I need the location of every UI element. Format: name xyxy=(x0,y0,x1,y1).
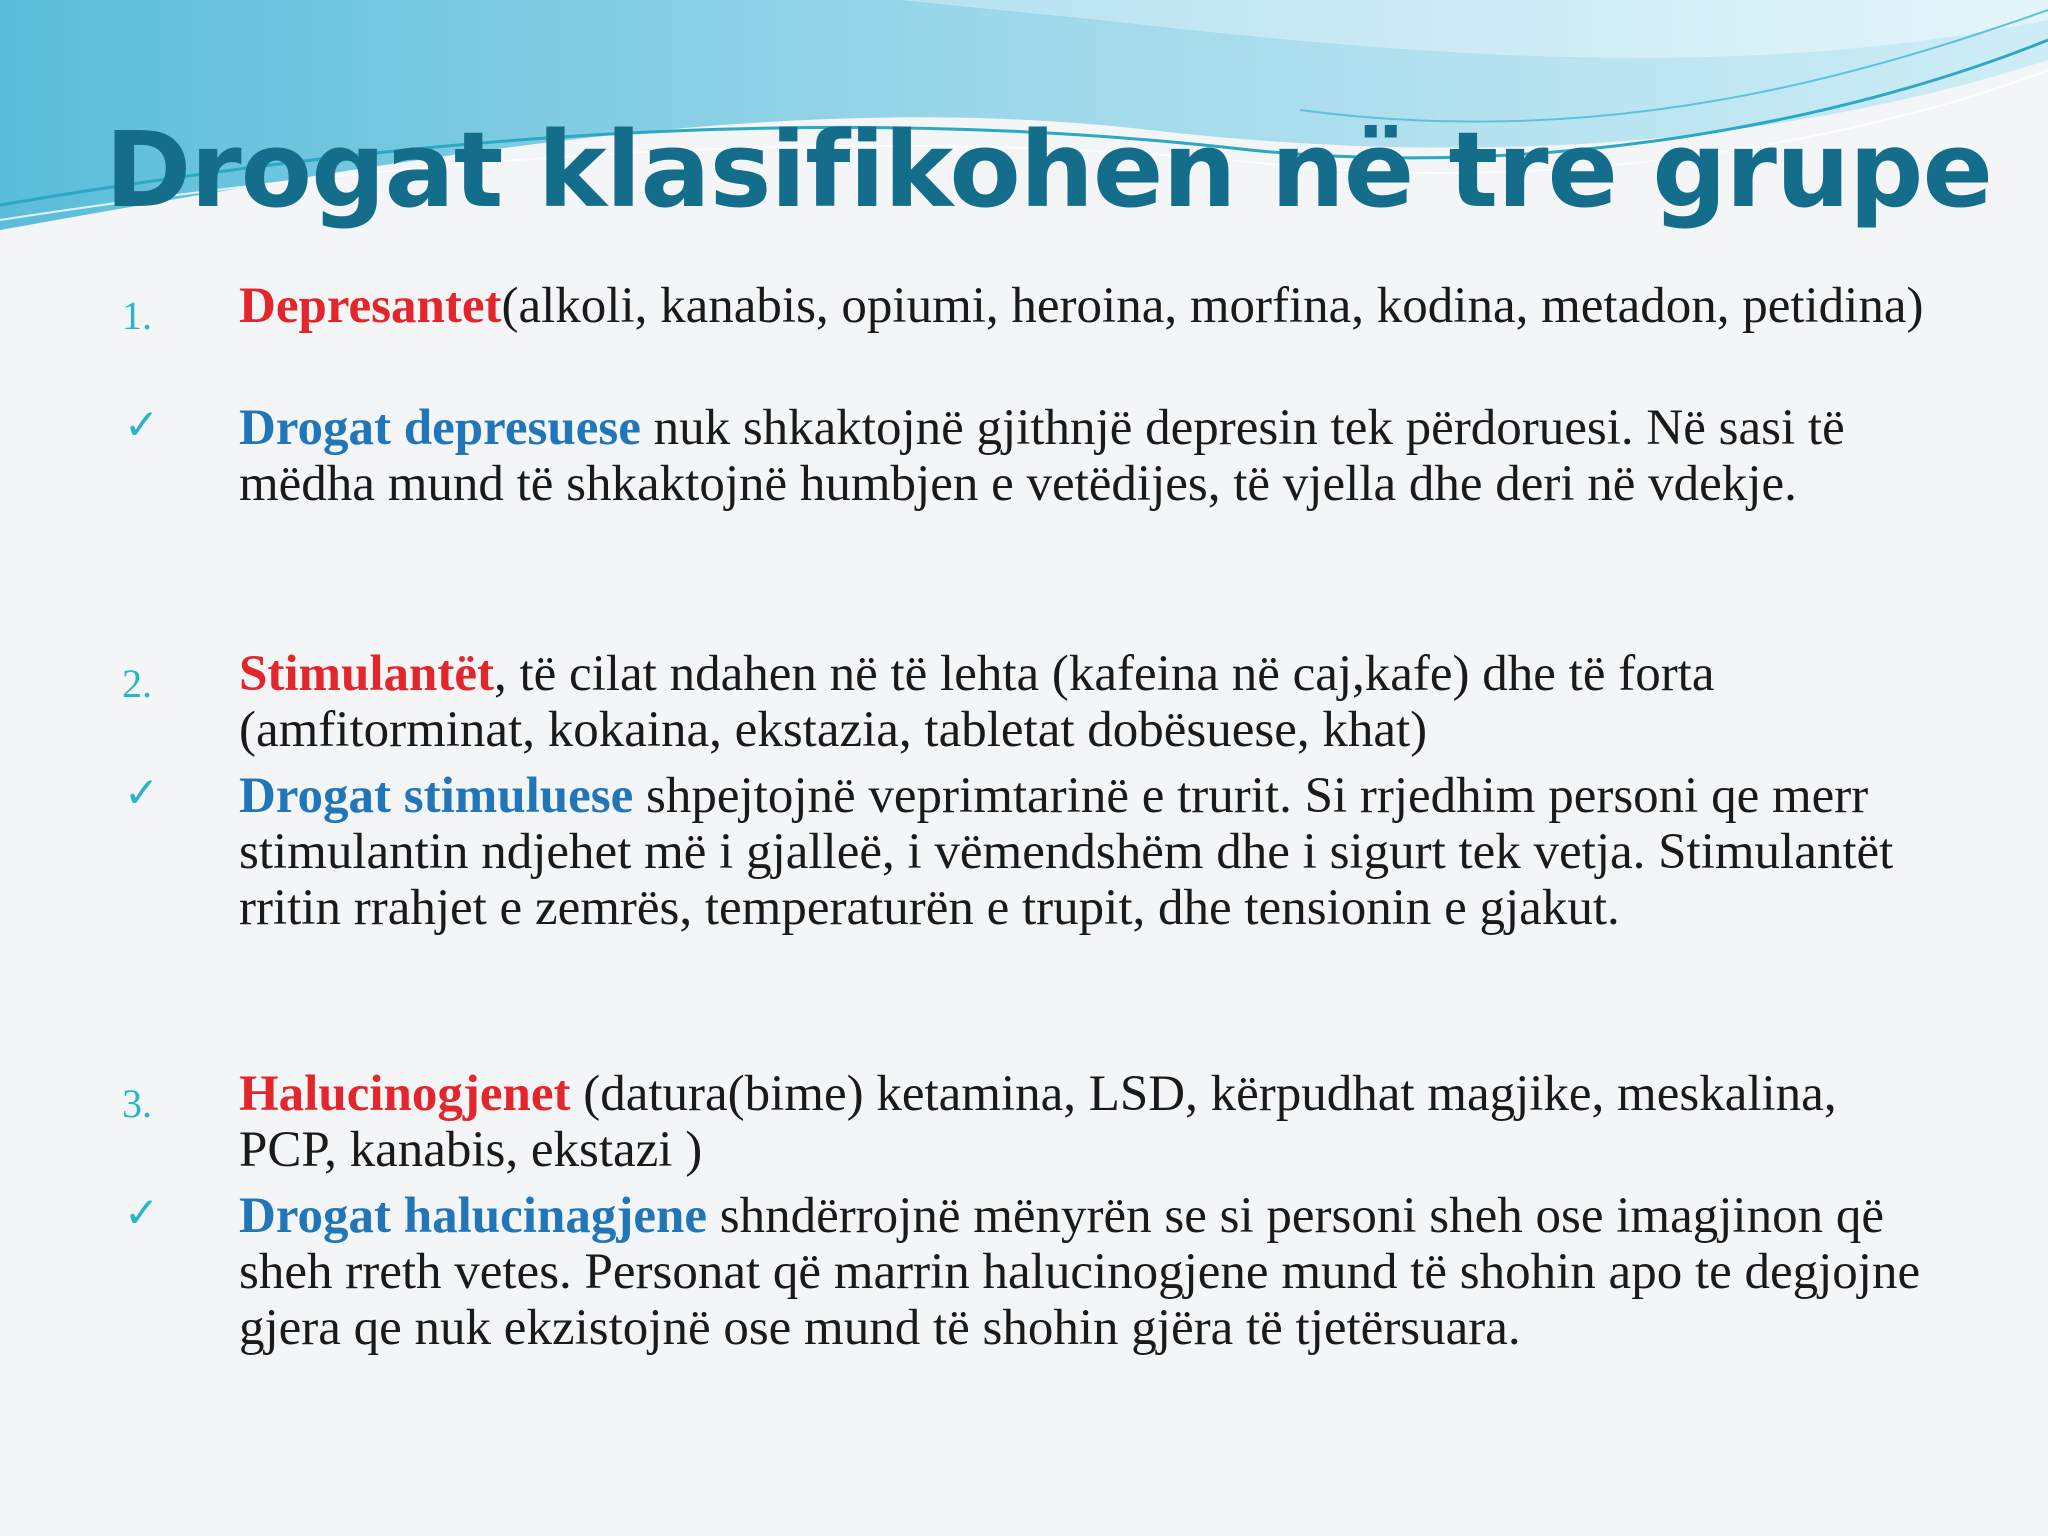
group-name: Stimulantët xyxy=(239,646,494,702)
description-text: shpejtojnë veprimtarinë e trurit. Si rrjedhim personi qe merr stimulantin ndjehet më i gjalleë, i vëmendshëm dhe i sigurt tek vetja. Stimulantët rritin rrahjet e zemrës, temperaturën e trupit, dhe tensionin e gjakut. xyxy=(239,768,1894,936)
checkmark-icon: ✓ xyxy=(124,771,160,817)
group-details: (alkoli, kanabis, opiumi, heroina, morfina, kodina, metadon, petidina) xyxy=(501,278,1924,334)
group-details: , të cilat ndahen në të lehta (kafeina në caj,kafe) dhe të forta (amfitorminat, kokaina, ekstazia, tabletat dobësuese, khat) xyxy=(239,646,1715,758)
list-number: 1. xyxy=(122,293,152,338)
group-name: Depresantet xyxy=(239,278,502,334)
description-text: shndërrojnë mënyrën se si personi sheh ose imagjinon që sheh rreth vetes. Personat që marrin halucinogjene mund të shohin apo te degjojne gjera qe nuk ekzistojnë ose mund të shohin gjëra të tjetërsuara. xyxy=(239,1188,1921,1356)
group-heading xyxy=(239,646,1939,758)
group-name: Halucinogjenet xyxy=(239,1066,571,1122)
checkmark-icon: ✓ xyxy=(124,403,160,449)
group-description xyxy=(239,768,1939,936)
description-highlight: Drogat stimuluese xyxy=(239,768,634,824)
slide-title: Drogat klasifikohen në tre grupe xyxy=(105,109,1992,231)
group-heading xyxy=(239,1066,1939,1178)
description-highlight: Drogat depresuese xyxy=(239,400,641,456)
list-number: 3. xyxy=(122,1081,152,1126)
group-details: (datura(bime) ketamina, LSD, kërpudhat magjike, meskalina, PCP, kanabis, ekstazi ) xyxy=(239,1066,1837,1178)
checkmark-icon: ✓ xyxy=(124,1191,160,1237)
group-description xyxy=(239,400,1939,512)
group-heading xyxy=(239,278,1939,334)
description-text: nuk shkaktojnë gjithnjë depresin tek përdoruesi. Në sasi të mëdha mund të shkaktojnë humbjen e vetëdijes, të vjella dhe deri në vdekje. xyxy=(239,400,1845,512)
list-number: 2. xyxy=(122,661,152,706)
description-highlight: Drogat halucinagjene xyxy=(239,1188,707,1244)
group-description xyxy=(239,1188,1939,1356)
